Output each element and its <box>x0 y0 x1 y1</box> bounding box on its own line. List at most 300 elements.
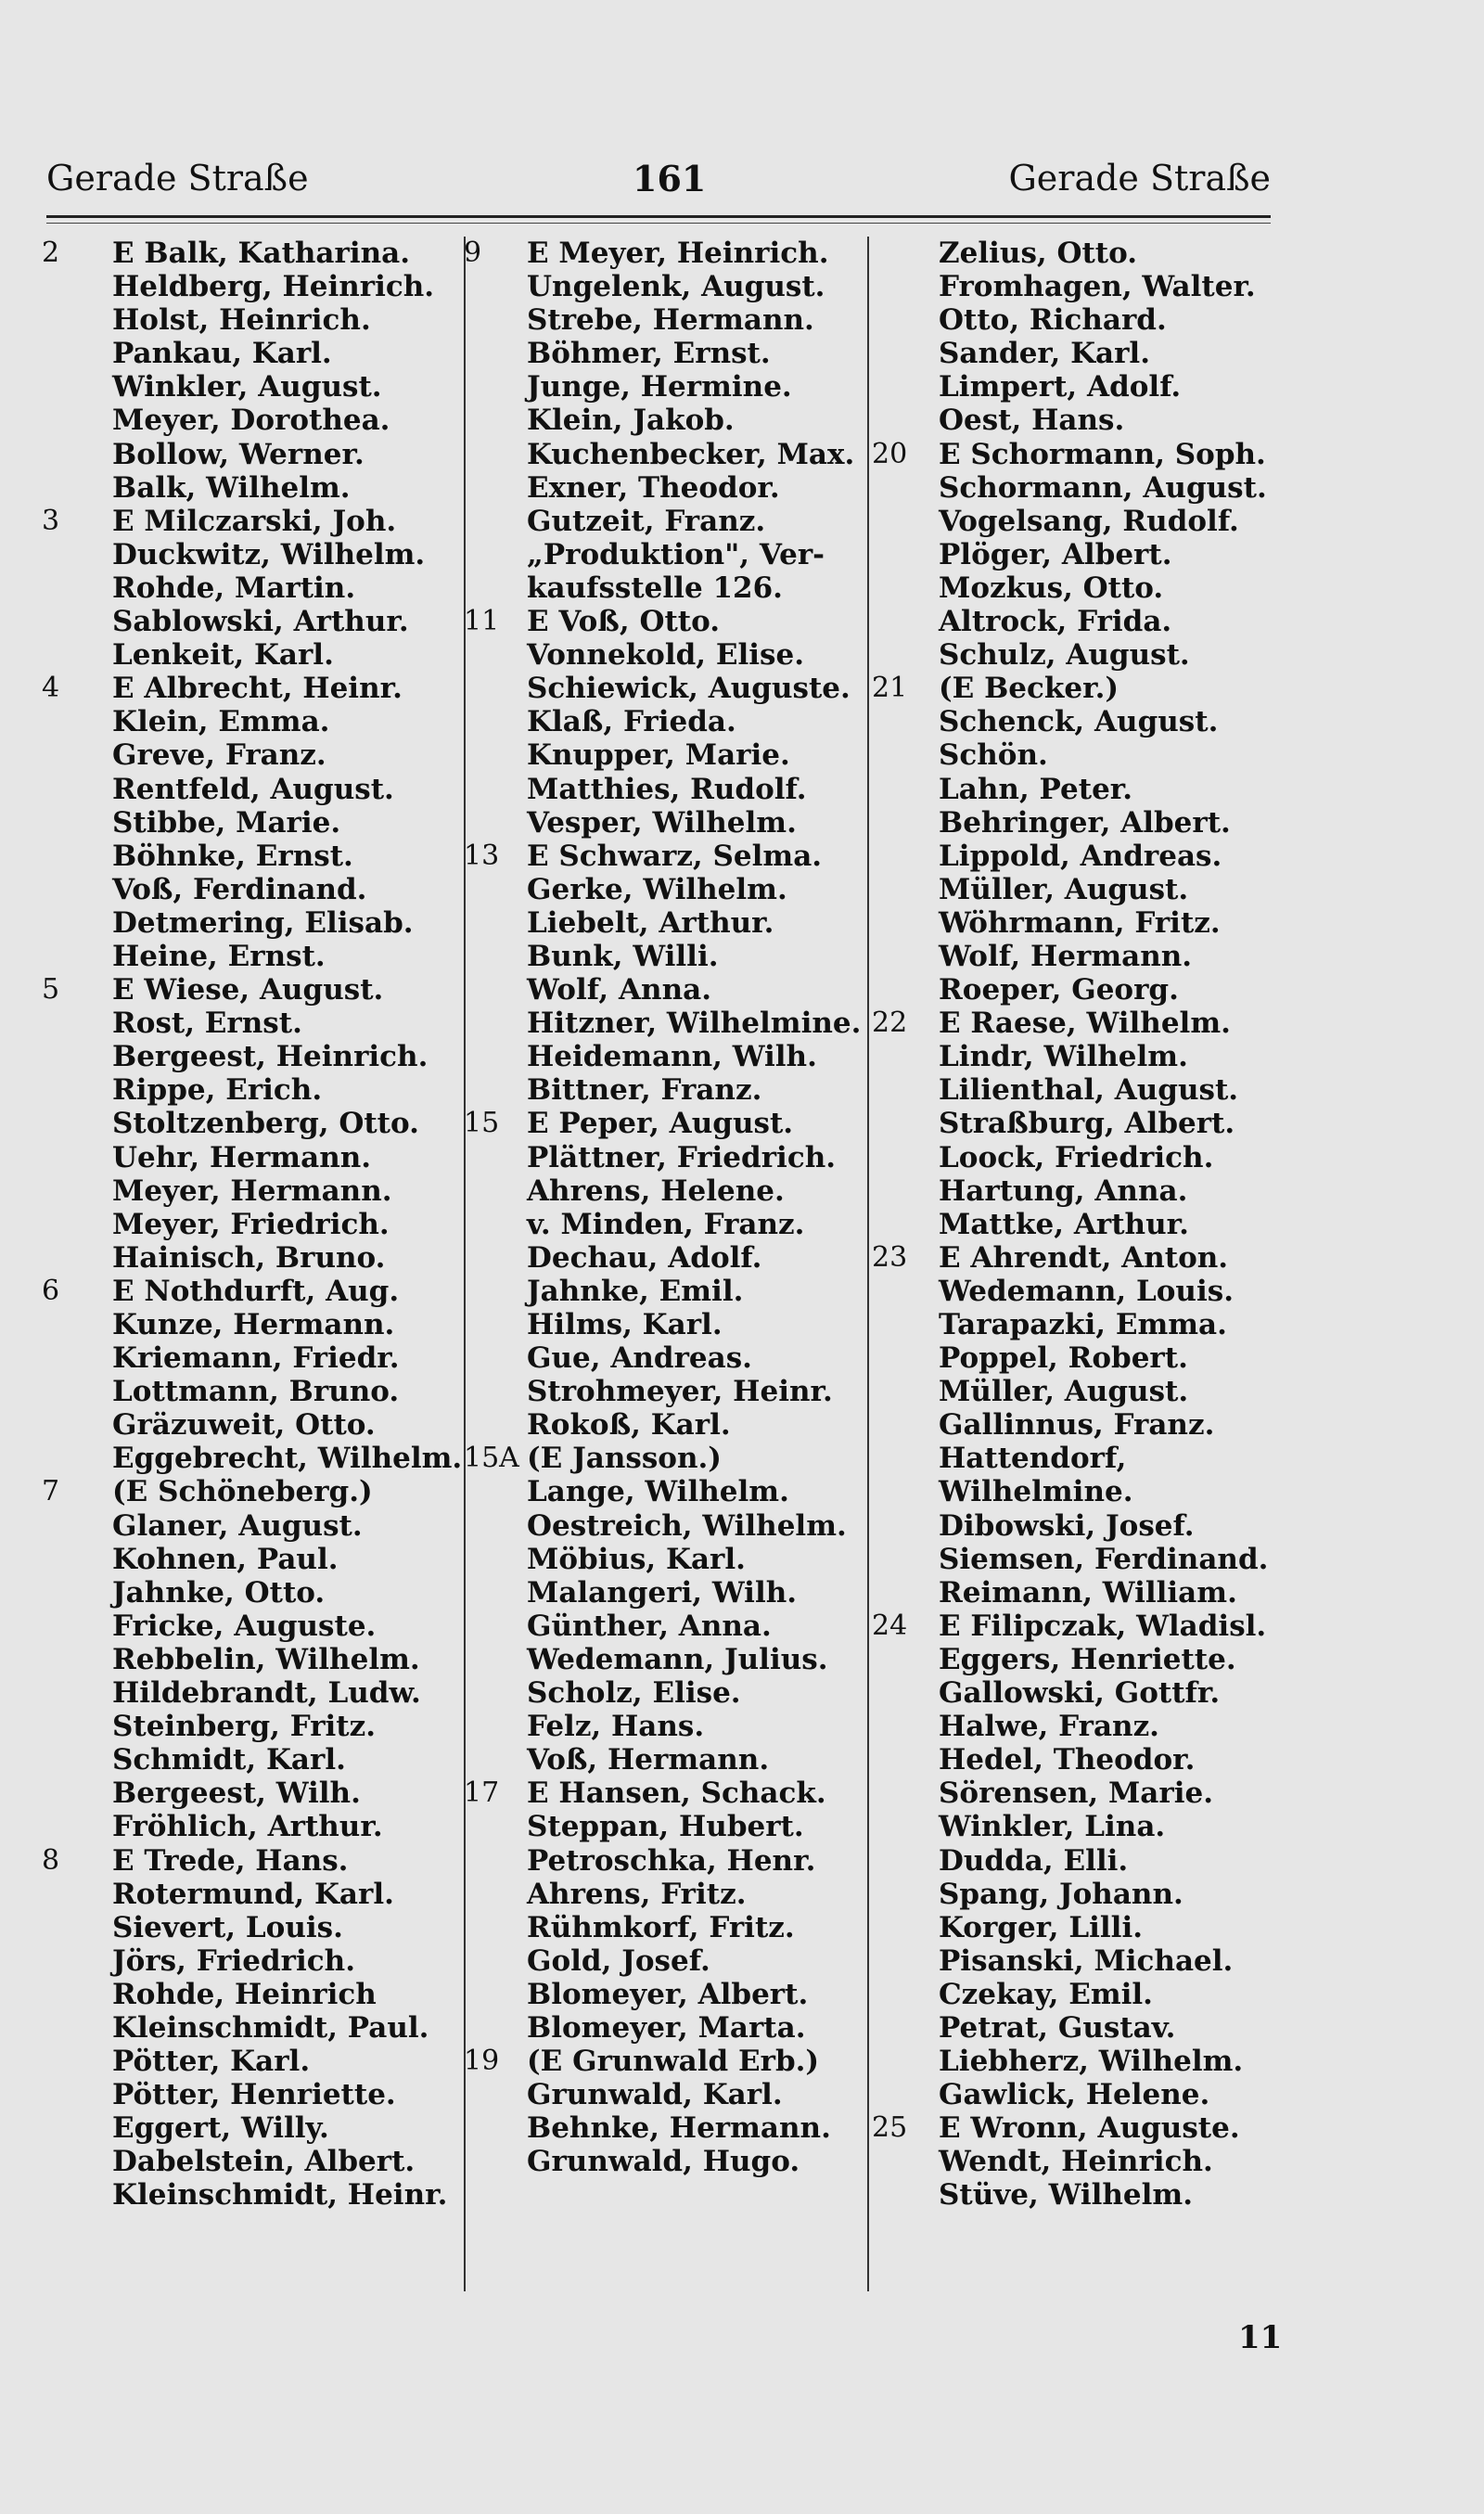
resident-entry <box>42 873 459 906</box>
resident-name: Sievert, Louis. <box>112 1910 343 1944</box>
resident-name: Plöger, Albert. <box>939 537 1172 571</box>
resident-entry <box>464 605 872 638</box>
resident-name: Eggert, Willy. <box>112 2111 329 2146</box>
resident-name: Fricke, Auguste. <box>112 1609 377 1643</box>
resident-name: Steinberg, Fritz. <box>112 1710 377 1744</box>
resident-entry <box>464 1341 872 1375</box>
resident-name: Müller, August. <box>939 872 1189 906</box>
house-number: 19 <box>464 2045 500 2078</box>
resident-name: (E Jansson.) <box>527 1442 722 1476</box>
resident-entry <box>872 370 1280 404</box>
resident-name: Ahrens, Helene. <box>527 1174 785 1208</box>
resident-entry <box>872 2178 1280 2212</box>
resident-name: Junge, Hermine. <box>527 370 792 404</box>
resident-name: Meyer, Dorothea. <box>112 404 390 438</box>
resident-name: Wolf, Hermann. <box>939 939 1193 973</box>
resident-entry <box>872 1610 1280 1643</box>
resident-entry <box>42 404 459 437</box>
resident-entry <box>42 1576 459 1610</box>
resident-entry <box>464 571 872 605</box>
resident-name: Fröhlich, Arthur. <box>112 1810 383 1844</box>
resident-name: Eggers, Henriette. <box>939 1642 1236 1676</box>
resident-name: Rokoß, Karl. <box>527 1408 731 1443</box>
resident-entry <box>42 303 459 337</box>
resident-entry <box>464 1844 872 1878</box>
resident-entry <box>464 1040 872 1073</box>
resident-name: Limpert, Adolf. <box>939 370 1182 404</box>
resident-entry <box>872 1576 1280 1610</box>
resident-name: Rebbelin, Wilhelm. <box>112 1642 420 1676</box>
resident-name: Stüve, Wilhelm. <box>939 2178 1194 2213</box>
resident-name: Ahrens, Fritz. <box>527 1877 747 1911</box>
resident-entry <box>872 1174 1280 1208</box>
resident-name: Hildebrandt, Ludw. <box>112 1676 421 1711</box>
resident-entry <box>872 1141 1280 1174</box>
resident-name: Schenck, August. <box>939 705 1219 739</box>
resident-name: kaufsstelle 126. <box>527 571 783 605</box>
resident-name: Kleinschmidt, Heinr. <box>112 2178 448 2213</box>
house-number: 20 <box>872 437 908 470</box>
resident-name: E Ahrendt, Anton. <box>939 1240 1229 1275</box>
resident-name: Exner, Theodor. <box>527 470 780 505</box>
resident-entry <box>42 1810 459 1843</box>
resident-name: Dibowski, Josef. <box>939 1508 1195 1543</box>
resident-entry <box>872 840 1280 873</box>
resident-name: Rotermund, Karl. <box>112 1877 394 1911</box>
resident-name: Böhmer, Ernst. <box>527 337 771 371</box>
resident-name: Müller, August. <box>939 1375 1189 1409</box>
resident-name: Glaner, August. <box>112 1508 363 1543</box>
resident-name: Gold, Josef. <box>527 1943 710 1978</box>
resident-name: Heine, Ernst. <box>112 939 326 973</box>
house-number: 25 <box>872 2111 908 2145</box>
house-number: 9 <box>464 237 482 269</box>
house-number: 11 <box>464 605 500 638</box>
resident-name: Roeper, Georg. <box>939 973 1179 1007</box>
resident-name: Mattke, Arthur. <box>939 1207 1189 1241</box>
resident-entry <box>464 1543 872 1576</box>
resident-name: Kriemann, Friedr. <box>112 1341 400 1376</box>
resident-entry <box>872 2111 1280 2145</box>
resident-name: E Trede, Hans. <box>112 1843 349 1878</box>
resident-name: Gerke, Wilhelm. <box>527 872 787 906</box>
resident-entry <box>42 1743 459 1776</box>
resident-entry <box>42 1710 459 1743</box>
resident-entry <box>464 840 872 873</box>
page-header <box>46 158 1271 213</box>
resident-entry <box>42 1241 459 1275</box>
house-number: 8 <box>42 1843 60 1877</box>
resident-name: Scholz, Elise. <box>527 1676 741 1711</box>
resident-entry <box>464 237 872 270</box>
resident-entry <box>42 1408 459 1442</box>
resident-entry <box>872 2078 1280 2111</box>
resident-entry <box>872 806 1280 840</box>
resident-name: Schmidt, Karl. <box>112 1743 346 1777</box>
resident-entry <box>42 2178 459 2212</box>
resident-entry <box>872 505 1280 538</box>
resident-name: (E Schöneberg.) <box>112 1475 373 1509</box>
resident-name: Sander, Karl. <box>939 337 1151 371</box>
resident-entry <box>872 1878 1280 1911</box>
resident-entry <box>464 1776 872 1810</box>
resident-name: Stoltzenberg, Otto. <box>112 1107 419 1141</box>
resident-entry <box>42 270 459 303</box>
resident-entry <box>872 1710 1280 1743</box>
resident-entry <box>42 973 459 1007</box>
resident-name: Kunze, Hermann. <box>112 1308 395 1341</box>
resident-entry <box>464 1643 872 1676</box>
resident-entry <box>872 303 1280 337</box>
resident-name: Dudda, Elli. <box>939 1843 1129 1878</box>
resident-entry <box>42 2111 459 2145</box>
resident-name: Rentfeld, August. <box>112 772 394 806</box>
resident-name: Wilhelmine. <box>939 1475 1133 1509</box>
resident-entry <box>464 370 872 404</box>
house-number: 5 <box>42 973 60 1007</box>
resident-entry <box>464 1141 872 1174</box>
resident-name: Zelius, Otto. <box>939 237 1138 270</box>
resident-entry <box>464 505 872 538</box>
resident-name: E Wronn, Auguste. <box>939 2111 1240 2146</box>
resident-name: E Milczarski, Joh. <box>112 504 397 538</box>
resident-entry <box>872 1944 1280 1978</box>
resident-name: Detmering, Elisab. <box>112 905 414 940</box>
resident-name: Greve, Franz. <box>112 738 326 773</box>
resident-name: Klein, Jakob. <box>527 404 735 438</box>
resident-entry <box>42 1007 459 1040</box>
resident-entry <box>872 605 1280 638</box>
resident-name: Vonnekold, Elise. <box>527 638 805 673</box>
resident-entry <box>872 1040 1280 1073</box>
resident-entry <box>872 1308 1280 1341</box>
resident-entry <box>872 2011 1280 2045</box>
resident-entry <box>42 1610 459 1643</box>
resident-name: Duckwitz, Wilhelm. <box>112 537 426 571</box>
resident-entry <box>42 1844 459 1878</box>
resident-name: Holst, Heinrich. <box>112 303 371 338</box>
resident-name: Oestreich, Wilhelm. <box>527 1508 847 1543</box>
resident-name: E Wiese, August. <box>112 973 384 1007</box>
resident-entry <box>42 773 459 806</box>
resident-entry <box>42 1878 459 1911</box>
resident-name: Behringer, Albert. <box>939 805 1231 840</box>
resident-entry <box>464 773 872 806</box>
resident-entry <box>464 1509 872 1543</box>
resident-name: Gue, Andreas. <box>527 1341 752 1376</box>
resident-name: Voß, Hermann. <box>527 1743 770 1777</box>
resident-name: v. Minden, Franz. <box>527 1207 805 1241</box>
resident-entry <box>872 1341 1280 1375</box>
resident-entry <box>42 370 459 404</box>
resident-entry <box>464 1710 872 1743</box>
resident-name: Lottmann, Bruno. <box>112 1375 400 1409</box>
resident-entry <box>464 1743 872 1776</box>
resident-entry <box>464 1475 872 1508</box>
resident-entry <box>872 1442 1280 1475</box>
resident-entry <box>872 1810 1280 1843</box>
street-header-right: Gerade Straße <box>1008 158 1271 199</box>
resident-name: Hainisch, Bruno. <box>112 1240 386 1275</box>
resident-entry <box>464 1978 872 2011</box>
resident-name: Blomeyer, Marta. <box>527 2010 806 2045</box>
resident-entry <box>872 1911 1280 1944</box>
resident-entry <box>464 973 872 1007</box>
resident-entry <box>42 1676 459 1710</box>
resident-entry <box>464 1442 872 1475</box>
resident-name: Lenkeit, Karl. <box>112 638 334 673</box>
resident-entry <box>872 270 1280 303</box>
resident-entry <box>872 1475 1280 1508</box>
resident-name: Malangeri, Wilh. <box>527 1575 798 1610</box>
header-rule-thin <box>46 223 1271 224</box>
resident-name: Wendt, Heinrich. <box>939 2145 1213 2179</box>
resident-entry <box>872 1543 1280 1576</box>
resident-name: E Schormann, Soph. <box>939 437 1266 471</box>
resident-entry <box>42 2011 459 2045</box>
resident-entry <box>872 1509 1280 1543</box>
resident-name: Rohde, Heinrich <box>112 1977 377 2011</box>
resident-entry <box>42 1442 463 1476</box>
resident-entry <box>872 1408 1280 1442</box>
resident-name: Altrock, Frida. <box>939 605 1172 639</box>
resident-entry <box>42 1911 459 1944</box>
resident-entry <box>464 404 872 437</box>
resident-entry <box>42 1475 459 1508</box>
resident-entry <box>42 237 459 270</box>
resident-name: (E Becker.) <box>939 672 1119 706</box>
resident-entry <box>464 2078 872 2111</box>
resident-entry <box>42 2045 459 2078</box>
resident-name: Oest, Hans. <box>939 404 1125 438</box>
resident-name: Rippe, Erich. <box>112 1073 323 1108</box>
house-number: 6 <box>42 1274 60 1307</box>
resident-entry <box>464 2011 872 2045</box>
resident-name: Strohmeyer, Heinr. <box>527 1375 833 1409</box>
resident-entry <box>464 906 872 940</box>
resident-entry <box>872 940 1280 973</box>
house-number: 3 <box>42 504 60 537</box>
resident-entry <box>42 2078 459 2111</box>
resident-entry <box>872 1107 1280 1140</box>
resident-name: Meyer, Hermann. <box>112 1174 392 1208</box>
resident-name: Bergeest, Heinrich. <box>112 1040 429 1074</box>
header-rule <box>46 215 1271 218</box>
resident-entry <box>872 672 1280 705</box>
resident-entry <box>42 1978 459 2011</box>
resident-entry <box>872 1375 1280 1408</box>
resident-name: Bunk, Willi. <box>527 939 719 973</box>
resident-name: Vogelsang, Rudolf. <box>939 504 1239 538</box>
resident-name: Kohnen, Paul. <box>112 1542 339 1576</box>
resident-name: Gräzuweit, Otto. <box>112 1408 376 1443</box>
resident-name: Balk, Wilhelm. <box>112 470 351 505</box>
resident-entry <box>464 1073 872 1107</box>
resident-name: Gutzeit, Franz. <box>527 504 766 538</box>
resident-name: Rühmkorf, Fritz. <box>527 1910 795 1944</box>
resident-name: E Balk, Katharina. <box>112 237 411 270</box>
column-2 <box>464 237 872 2178</box>
resident-name: Eggebrecht, Wilhelm. <box>112 1442 463 1476</box>
resident-entry <box>42 1543 459 1576</box>
resident-entry <box>872 1208 1280 1241</box>
resident-name: Gawlick, Helene. <box>939 2078 1210 2112</box>
resident-entry <box>42 505 459 538</box>
resident-entry <box>464 2045 872 2078</box>
resident-entry <box>42 1776 459 1810</box>
resident-name: Fromhagen, Walter. <box>939 270 1256 304</box>
resident-entry <box>872 471 1280 505</box>
resident-name: Jahnke, Emil. <box>527 1274 744 1308</box>
resident-entry <box>464 303 872 337</box>
resident-name: Wolf, Anna. <box>527 973 711 1007</box>
resident-entry <box>872 1007 1280 1040</box>
resident-name: Gallowski, Gottfr. <box>939 1676 1221 1711</box>
resident-entry <box>872 1275 1280 1308</box>
house-number: 4 <box>42 672 60 705</box>
resident-name: Spang, Johann. <box>939 1877 1183 1911</box>
resident-entry <box>42 1944 459 1978</box>
resident-entry <box>872 438 1280 471</box>
resident-name: (E Grunwald Erb.) <box>527 2045 820 2079</box>
resident-name: Kleinschmidt, Paul. <box>112 2010 429 2045</box>
resident-entry <box>464 1275 872 1308</box>
house-number: 23 <box>872 1240 908 1274</box>
resident-entry <box>42 806 459 840</box>
resident-name: E Peper, August. <box>527 1107 794 1141</box>
resident-entry <box>872 738 1280 772</box>
resident-name: Voß, Ferdinand. <box>112 872 367 906</box>
resident-name: Stibbe, Marie. <box>112 805 341 840</box>
resident-name: Kuchenbecker, Max. <box>527 437 855 471</box>
resident-entry <box>464 1308 872 1341</box>
resident-name: Rohde, Martin. <box>112 571 356 605</box>
resident-entry <box>872 538 1280 571</box>
resident-name: Pankau, Karl. <box>112 337 332 371</box>
resident-entry <box>464 2111 872 2145</box>
resident-name: Straßburg, Albert. <box>939 1107 1235 1141</box>
resident-name: E Filipczak, Wladisl. <box>939 1609 1267 1643</box>
resident-entry <box>42 1341 459 1375</box>
resident-name: Korger, Lilli. <box>939 1910 1144 1944</box>
resident-name: Hattendorf, <box>939 1442 1127 1476</box>
resident-entry <box>42 906 459 940</box>
resident-entry <box>464 672 872 705</box>
resident-name: Matthies, Rudolf. <box>527 772 807 806</box>
resident-entry <box>872 237 1280 270</box>
resident-entry <box>42 940 459 973</box>
resident-name: Jörs, Friedrich. <box>112 1943 356 1978</box>
resident-name: Heldberg, Heinrich. <box>112 270 435 304</box>
resident-name: Bittner, Franz. <box>527 1073 762 1108</box>
resident-entry <box>42 1643 459 1676</box>
resident-entry <box>42 1509 459 1543</box>
resident-name: Behnke, Hermann. <box>527 2111 831 2146</box>
resident-name: Schön. <box>939 738 1048 773</box>
resident-entry <box>464 438 872 471</box>
resident-name: Jahnke, Otto. <box>112 1575 326 1610</box>
resident-entry <box>464 1911 872 1944</box>
resident-name: Loock, Friedrich. <box>939 1140 1214 1174</box>
resident-entry <box>872 1743 1280 1776</box>
resident-name: Knupper, Marie. <box>527 738 790 773</box>
street-header-left: Gerade Straße <box>46 158 309 199</box>
resident-name: Wöhrmann, Fritz. <box>939 905 1221 940</box>
house-number: 22 <box>872 1007 908 1040</box>
resident-entry <box>464 2145 872 2178</box>
resident-name: E Meyer, Heinrich. <box>527 237 829 270</box>
resident-name: Hartung, Anna. <box>939 1174 1188 1208</box>
resident-entry <box>872 873 1280 906</box>
resident-entry <box>464 471 872 505</box>
resident-name: Czekay, Emil. <box>939 1977 1153 2011</box>
resident-entry <box>464 1944 872 1978</box>
resident-entry <box>872 1676 1280 1710</box>
resident-name: Sablowski, Arthur. <box>112 605 409 639</box>
resident-entry <box>464 705 872 738</box>
resident-entry <box>464 1810 872 1843</box>
resident-name: Halwe, Franz. <box>939 1710 1159 1744</box>
resident-name: Ungelenk, August. <box>527 270 825 304</box>
resident-name: Poppel, Robert. <box>939 1341 1188 1376</box>
column-1 <box>42 237 463 2213</box>
resident-name: E Nothdurft, Aug. <box>112 1274 400 1308</box>
resident-entry <box>464 1375 872 1408</box>
resident-entry <box>464 1107 872 1140</box>
resident-name: Mozkus, Otto. <box>939 571 1164 605</box>
house-number: 7 <box>42 1475 60 1508</box>
resident-name: Petroschka, Henr. <box>527 1843 816 1878</box>
resident-name: Lahn, Peter. <box>939 772 1133 806</box>
house-number: 24 <box>872 1609 908 1642</box>
resident-entry <box>872 1073 1280 1107</box>
resident-entry <box>42 738 459 772</box>
resident-entry <box>464 806 872 840</box>
resident-entry <box>464 738 872 772</box>
resident-entry <box>42 672 459 705</box>
resident-name: Bergeest, Wilh. <box>112 1776 361 1811</box>
house-number: 15 <box>464 1107 500 1140</box>
resident-name: Dechau, Adolf. <box>527 1240 762 1275</box>
resident-entry <box>42 705 459 738</box>
house-number: 15A <box>464 1442 519 1475</box>
resident-name: Lilienthal, August. <box>939 1073 1239 1108</box>
resident-name: Gallinnus, Franz. <box>939 1408 1215 1443</box>
resident-entry <box>872 906 1280 940</box>
resident-name: Winkler, August. <box>112 370 382 404</box>
resident-name: Klaß, Frieda. <box>527 705 736 739</box>
resident-entry <box>464 1174 872 1208</box>
resident-name: Otto, Richard. <box>939 303 1167 338</box>
resident-name: E Raese, Wilhelm. <box>939 1007 1231 1041</box>
resident-entry <box>42 1275 459 1308</box>
resident-entry <box>42 471 459 505</box>
resident-entry <box>464 1007 872 1040</box>
resident-entry <box>872 1643 1280 1676</box>
resident-name: E Schwarz, Selma. <box>527 839 823 873</box>
resident-name: Rost, Ernst. <box>112 1007 302 1041</box>
resident-name: „Produktion", Ver- <box>527 537 825 571</box>
resident-name: Liebelt, Arthur. <box>527 905 774 940</box>
resident-name: Wedemann, Louis. <box>939 1274 1234 1308</box>
house-number: 17 <box>464 1776 500 1810</box>
resident-entry <box>42 638 459 672</box>
resident-entry <box>872 2145 1280 2178</box>
resident-name: Grunwald, Hugo. <box>527 2145 800 2179</box>
resident-name: Heidemann, Wilh. <box>527 1040 817 1074</box>
resident-name: Klein, Emma. <box>112 705 330 739</box>
resident-name: Blomeyer, Albert. <box>527 1977 809 2011</box>
